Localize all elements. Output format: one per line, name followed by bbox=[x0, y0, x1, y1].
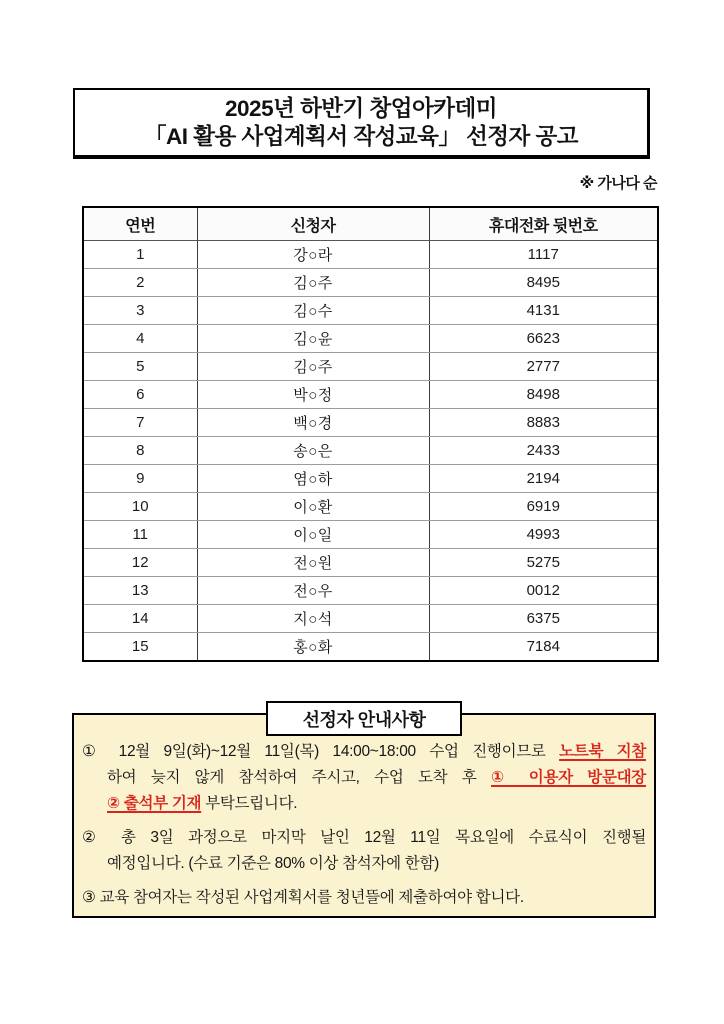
cell-applicant: 염○하 bbox=[197, 465, 429, 493]
table-row bbox=[83, 549, 658, 577]
notice-text: ① 12월 9일(화)~12월 11일(목) 14:00~18:00 수업 진행이므로 bbox=[82, 743, 560, 760]
cell-phone: 2433 bbox=[429, 437, 658, 465]
cell-phone: 6375 bbox=[429, 605, 658, 633]
cell-number: 14 bbox=[83, 605, 197, 633]
cell-phone: 2194 bbox=[429, 465, 658, 493]
cell-number: 4 bbox=[83, 325, 197, 353]
notice-text: ② 총 3일 과정으로 마지막 날인 12월 11일 목요일에 수료식이 진행될 bbox=[82, 829, 646, 846]
header-cell-phone: 휴대전화 뒷번호 bbox=[429, 207, 658, 241]
cell-applicant: 홍○화 bbox=[197, 633, 429, 662]
cell-phone: 8883 bbox=[429, 409, 658, 437]
cell-phone: 8498 bbox=[429, 381, 658, 409]
table-row bbox=[83, 353, 658, 381]
selected-applicants-table bbox=[82, 206, 659, 662]
notice-section bbox=[72, 701, 656, 918]
cell-number: 6 bbox=[83, 381, 197, 409]
header-cell-applicant: 신청자 bbox=[197, 207, 429, 241]
notice-line bbox=[82, 765, 646, 791]
highlight-visitor-log: ① 이용자 방문대장 bbox=[491, 769, 646, 786]
cell-phone: 8495 bbox=[429, 269, 658, 297]
header-cell-number: 연번 bbox=[83, 207, 197, 241]
cell-number: 9 bbox=[83, 465, 197, 493]
cell-applicant: 이○환 bbox=[197, 493, 429, 521]
notice-box bbox=[72, 713, 656, 918]
title-box bbox=[73, 88, 650, 159]
table-row bbox=[83, 325, 658, 353]
notice-line bbox=[82, 825, 646, 851]
cell-applicant: 강○라 bbox=[197, 241, 429, 269]
cell-phone: 6919 bbox=[429, 493, 658, 521]
table-row bbox=[83, 409, 658, 437]
cell-applicant: 전○우 bbox=[197, 577, 429, 605]
cell-number: 1 bbox=[83, 241, 197, 269]
cell-phone: 7184 bbox=[429, 633, 658, 662]
cell-number: 15 bbox=[83, 633, 197, 662]
cell-applicant: 김○윤 bbox=[197, 325, 429, 353]
cell-number: 13 bbox=[83, 577, 197, 605]
notice-item-3 bbox=[82, 885, 646, 911]
highlight-attendance-sheet: ② 출석부 기재 bbox=[107, 795, 202, 812]
cell-phone: 4993 bbox=[429, 521, 658, 549]
table-row bbox=[83, 381, 658, 409]
title-line-1: 2025년 하반기 창업아카데미 bbox=[225, 95, 497, 121]
cell-number: 12 bbox=[83, 549, 197, 577]
cell-phone: 2777 bbox=[429, 353, 658, 381]
title-line-2: 「AI 활용 사업계획서 작성교육」 선정자 공고 bbox=[143, 123, 579, 149]
notice-line bbox=[82, 739, 646, 765]
cell-applicant: 지○석 bbox=[197, 605, 429, 633]
cell-applicant: 김○주 bbox=[197, 269, 429, 297]
cell-applicant: 김○수 bbox=[197, 297, 429, 325]
cell-number: 2 bbox=[83, 269, 197, 297]
notice-line bbox=[82, 885, 646, 911]
cell-phone: 0012 bbox=[429, 577, 658, 605]
notice-item-1 bbox=[82, 739, 646, 817]
notice-line bbox=[82, 791, 646, 817]
table-row bbox=[83, 493, 658, 521]
table-row bbox=[83, 605, 658, 633]
cell-number: 7 bbox=[83, 409, 197, 437]
table-row bbox=[83, 577, 658, 605]
cell-applicant: 이○일 bbox=[197, 521, 429, 549]
notice-text: 예정입니다. (수료 기준은 80% 이상 참석자에 한함) bbox=[107, 855, 440, 872]
cell-phone: 5275 bbox=[429, 549, 658, 577]
notice-item-2 bbox=[82, 825, 646, 877]
cell-applicant: 박○정 bbox=[197, 381, 429, 409]
notice-title: 선정자 안내사항 bbox=[302, 709, 426, 730]
table-row bbox=[83, 297, 658, 325]
table-row bbox=[83, 521, 658, 549]
table-row bbox=[83, 633, 658, 662]
table-header-row bbox=[83, 207, 658, 241]
notice-text: 부탁드립니다. bbox=[201, 795, 298, 812]
cell-number: 10 bbox=[83, 493, 197, 521]
highlight-laptop-required: 노트북 지참 bbox=[559, 743, 646, 760]
table-row bbox=[83, 465, 658, 493]
cell-applicant: 백○경 bbox=[197, 409, 429, 437]
cell-applicant: 송○은 bbox=[197, 437, 429, 465]
notice-title-box bbox=[266, 701, 462, 736]
notice-text: ③ 교육 참여자는 작성된 사업계획서를 청년뜰에 제출하여야 합니다. bbox=[82, 889, 524, 906]
cell-phone: 6623 bbox=[429, 325, 658, 353]
cell-number: 11 bbox=[83, 521, 197, 549]
cell-applicant: 전○원 bbox=[197, 549, 429, 577]
cell-phone: 1117 bbox=[429, 241, 658, 269]
cell-phone: 4131 bbox=[429, 297, 658, 325]
table-row bbox=[83, 241, 658, 269]
cell-applicant: 김○주 bbox=[197, 353, 429, 381]
table-row bbox=[83, 269, 658, 297]
sort-order-note: ※ 가나다 순 bbox=[579, 175, 657, 192]
table-row bbox=[83, 437, 658, 465]
cell-number: 5 bbox=[83, 353, 197, 381]
cell-number: 3 bbox=[83, 297, 197, 325]
notice-text: 하여 늦지 않게 참석하여 주시고, 수업 도착 후 bbox=[107, 769, 491, 786]
cell-number: 8 bbox=[83, 437, 197, 465]
notice-line bbox=[82, 851, 646, 877]
